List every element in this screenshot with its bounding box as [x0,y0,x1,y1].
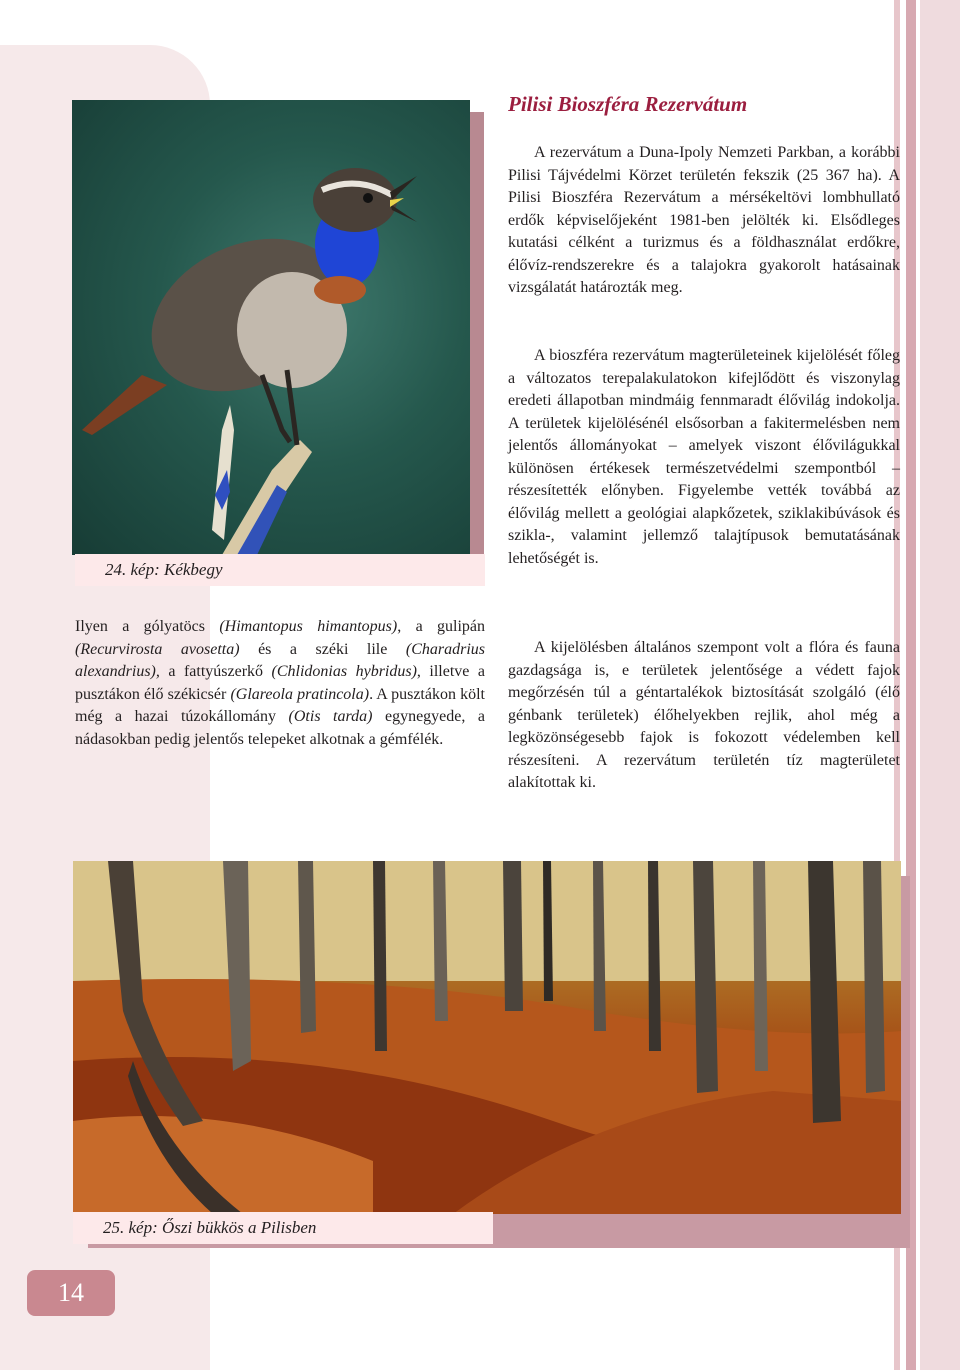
bird-photo-caption: 24. kép: Kékbegy [75,554,485,586]
species-name: (Chlidonias hybridus) [271,663,417,680]
text-segment: és a széki lile [239,640,406,658]
text-segment: Ilyen a gólyatöcs [75,618,220,635]
text-segment: , illetve a pusztákon élő székicsér [75,663,485,703]
species-name: (Recurvirosta avosetta) [75,640,240,658]
forest-photo-caption: 25. kép: Őszi bükkös a Pilisben [73,1212,493,1244]
text-segment: , a gulipán [397,618,486,635]
species-name: (Glareola pratincola) [230,685,370,703]
page-title: Pilisi Bioszféra Rezervátum [508,92,748,116]
paragraph-core-areas: A bioszféra rezervátum magterületeinek kijelölését főleg a változatos terepalakulatokon kifejlődött és viszonylag eredeti állapotban mindmáig fennmaradt élővilág indokolja. A területek kijelölésénél elsősorban a fakitermelésben nem jelentős állományokat – amelyek viszont élővilágukkal különösen értékesek természetvédelmi szempontból – részesítették előnyben. Figyelembe vették továbbá az élővilág mellett a geológiai alapkőzetek, sziklakibúvások és szikla-, valamint jellemző talajtípusok bemutatásának lehetőségét is. [508,347,900,567]
species-name: (Charadrius alexandrius), [75,640,485,680]
species-name: (Himantopus himantopus) [219,618,398,635]
autumn-beech-forest-photo [73,861,901,1214]
bluethroat-bird-photo [72,100,470,555]
text-segment: a fattyúszerkő [159,663,272,680]
paragraph-birds [75,616,485,751]
species-name: (Otis tarda) [288,708,373,725]
text-segment: egynegyede, a nádasokban pedig jelentős telepeket alkotnak a gémfélék. [75,708,486,748]
paragraph-intro: A rezervátum a Duna-Ipoly Nemzeti Parkban, a korábbi Pilisi Tájvédelmi Körzet területén fekszik (25 367 ha). A Pilisi Bioszféra Rezervátum a mérsékeltövi lombhullató erdők képviselőjeként 1981-ben jelölték ki. Elsődleges kutatási célként a turizmus és a földhasználat erdőkre, élővíz-rendszerekre és a talajokra gyakorolt hatásainak vizsgálatát határozták meg. [508,144,900,296]
right-decorative-band [920,0,960,1370]
page-number: 14 [27,1270,115,1316]
text-segment: . A pusztákon költ még a hazai túzokállomány [75,685,485,725]
paragraph-selection-criteria: A kijelölésben általános szempont volt a flóra és fauna gazdagsága is, e területek jelentősége a védett fajok megőrzésén túl a géntartalékok biztosítását szolgáló (élő génbank területek) élőhelyekben rejlik, ahol még a legközönségesebb fajok is fokozott védelemben kell részesíteni. A rezervátum területén tíz magterületet alakítottak ki. [508,639,900,791]
